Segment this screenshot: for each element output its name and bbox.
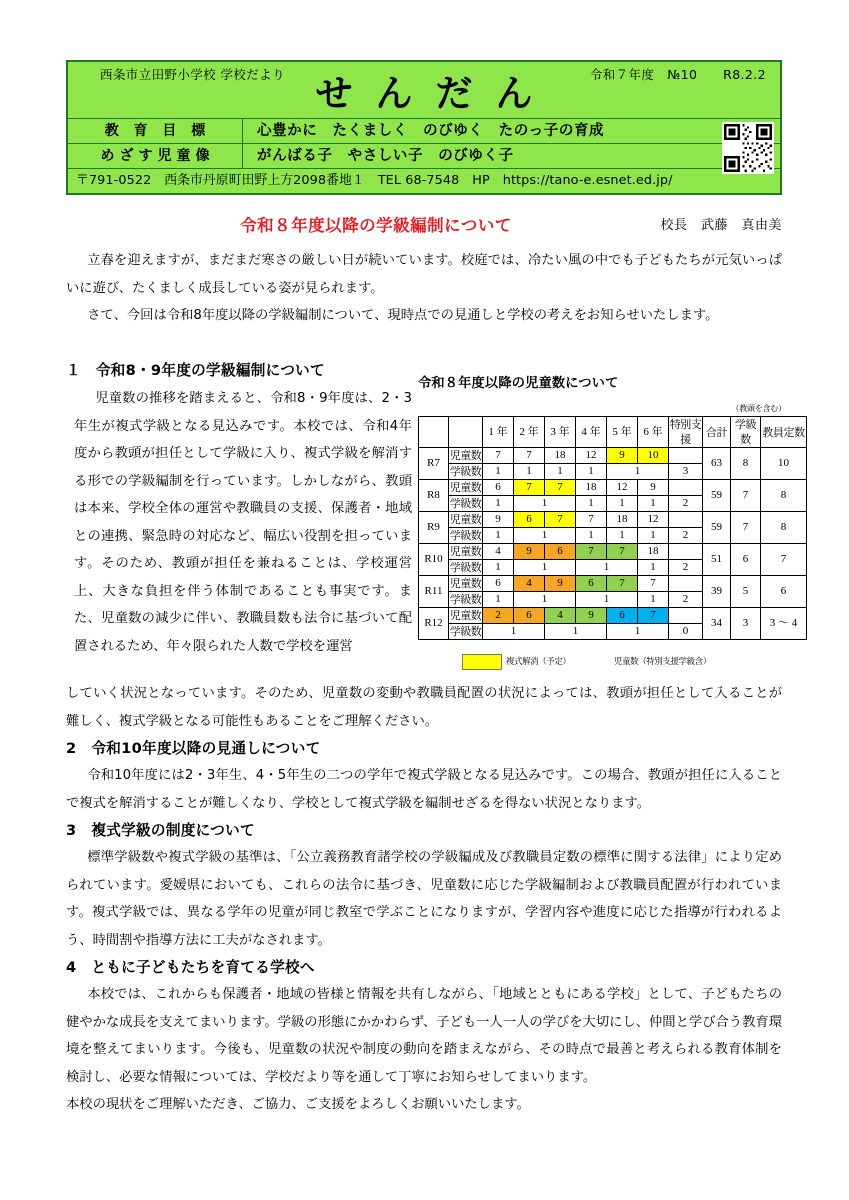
- table-row: [419, 512, 807, 528]
- cell-student-count: 6: [545, 544, 576, 560]
- header-year-blank: [419, 417, 449, 448]
- cell-class-group: 1: [576, 528, 607, 544]
- school-name: 西条市立田野小学校 学校だより: [100, 67, 285, 82]
- cell-special-support-classes: 2: [669, 560, 703, 576]
- table-row: [419, 608, 807, 624]
- row-label-classes: 学級数: [449, 625, 482, 638]
- row-year-label: R7: [419, 448, 449, 480]
- row-year-label: R12: [419, 608, 449, 640]
- cell-student-count: 6: [514, 608, 545, 624]
- cell-special-support-classes: 3: [669, 464, 703, 480]
- cell-special-support-students: [669, 480, 703, 496]
- cell-special-support-students: [669, 608, 703, 624]
- cell-special-support-classes: 0: [669, 624, 703, 640]
- masthead: [66, 60, 782, 195]
- cell-class-group: 1: [514, 496, 576, 512]
- section-4-body-2: 本校の現状をご理解いただき、ご協力、ご支援をよろしくお願いいたします。: [66, 1097, 530, 1112]
- body-remainder: [66, 680, 782, 1119]
- cell-class-group: 1: [483, 624, 545, 640]
- table-body: [419, 448, 807, 640]
- section-2-heading: 2 令和10年度以降の見通しについて: [66, 740, 321, 757]
- section-4-body: 本校では、これからも保護者・地域の皆様と情報を共有しながら、「地域とともにある学校」として、子どもたちの健やかな成長を支えてまいります。学級の形態にかかわらず、子ども一人一人の学びを大切にし、仲間と学び合う教育環境を整えてまいります。今後も、児童数の状況や制度の動向を踏まえながら、その時点で最善と考えられる教育体制を検討し、必要な情報については、学校だより等を通して丁寧にお知らせしてまいります。: [66, 987, 782, 1085]
- section-1-column-text: 児童数の推移を踏まえると、令和8・9年度は、2・3年生が複式学級となる見込みです。本校では、令和4年度から教頭が担任として学級に入り、複式学級を解消する形での学級編制を行っています。しかしながら、教頭は本来、学校全体の運営や教職員の支援、保護者・地域との連携、緊急時の対応など、幅広い役割を担っています。そのため、教頭が担任を兼ねることは、学校運営上、大きな負担を伴う体制であることも事実です。また、児童数の減少に伴い、教職員数も法令に基づいて配置されるため、年々限られた人数で学校を運営: [74, 391, 412, 654]
- intro-block: [66, 247, 782, 330]
- cell-student-count: 4: [514, 576, 545, 592]
- row-label-students: 児童数: [449, 545, 482, 558]
- cell-class-group: 1: [483, 464, 514, 480]
- cell-total: 59: [703, 480, 731, 512]
- figure-student-counts: [418, 372, 805, 674]
- school-address-line: 〒791-0522 西条市丹原町田野上方2098番地１ TEL 68-7548 HP https://tano-e.esnet.ed.jp/: [76, 173, 673, 188]
- cell-class-group: 1: [638, 528, 669, 544]
- target-student-value: がんばる子 やさしい子 のびゆく子: [257, 148, 514, 164]
- cell-student-count: 12: [576, 448, 607, 464]
- cell-teacher-quota: 6: [761, 576, 807, 608]
- cell-student-count: 7: [576, 512, 607, 528]
- figure-legend: [418, 654, 786, 674]
- row-label-students: 児童数: [449, 577, 482, 590]
- header-total: 合計: [703, 417, 731, 448]
- cell-student-count: 9: [638, 480, 669, 496]
- cell-student-count: 6: [607, 608, 638, 624]
- education-goal-row: [68, 119, 780, 144]
- cell-class-count: 8: [731, 448, 761, 480]
- table-row: [419, 544, 807, 560]
- cell-class-group: 1: [607, 464, 669, 480]
- cell-class-count: 6: [731, 544, 761, 576]
- cell-student-count: 7: [514, 448, 545, 464]
- cell-class-group: 1: [545, 624, 607, 640]
- cell-special-support-classes: 2: [669, 528, 703, 544]
- cell-class-group: 1: [638, 560, 669, 576]
- cell-teacher-quota: 7: [761, 544, 807, 576]
- cell-student-count: 7: [514, 480, 545, 496]
- section-1-full-text: していく状況となっています。そのため、児童数の変動や教職員配置の状況によっては、教頭が担任として入ることが難しく、複式学級となる可能性もあることをご理解ください。: [66, 686, 782, 729]
- row-label-classes: 学級数: [449, 561, 482, 574]
- row-year-label: R9: [419, 512, 449, 544]
- header-grade-5: 5 年: [607, 417, 638, 448]
- cell-special-support-students: [669, 512, 703, 528]
- section-3-heading: 3 複式学級の制度について: [66, 822, 255, 839]
- newsletter-title: せんだん: [315, 72, 556, 115]
- cell-student-count: 7: [638, 608, 669, 624]
- table-row: [419, 576, 807, 592]
- cell-class-group: 1: [638, 592, 669, 608]
- section-1-heading: １ 令和8・9年度の学級編制について: [66, 362, 325, 379]
- cell-class-group: 1: [483, 496, 514, 512]
- student-count-table: [418, 416, 807, 640]
- cell-total: 63: [703, 448, 731, 480]
- row-label-classes: 学級数: [449, 497, 482, 510]
- cell-student-count: 12: [607, 480, 638, 496]
- cell-student-count: 6: [483, 576, 514, 592]
- header-grade-1: 1 年: [483, 417, 514, 448]
- cell-student-count: 12: [638, 512, 669, 528]
- row-year-label: R11: [419, 576, 449, 608]
- cell-class-count: 5: [731, 576, 761, 608]
- row-label-students: 児童数: [449, 609, 482, 622]
- cell-student-count: 7: [607, 576, 638, 592]
- header-class-count: 学級数: [731, 417, 761, 448]
- cell-student-count: 18: [545, 448, 576, 464]
- cell-student-count: 6: [514, 512, 545, 528]
- cell-student-count: 6: [483, 480, 514, 496]
- cell-class-count: 7: [731, 512, 761, 544]
- cell-special-support-students: [669, 576, 703, 592]
- cell-class-group: 1: [607, 528, 638, 544]
- row-year-label: R8: [419, 480, 449, 512]
- intro-paragraph-1: 立春を迎えますが、まだまだ寒さの厳しい日が続いています。校庭では、冷たい風の中でも子どもたちが元気いっぱいに遊び、たくましく成長している姿が見られます。: [66, 253, 782, 296]
- row-label-students: 児童数: [449, 513, 482, 526]
- cell-class-group: 1: [545, 464, 576, 480]
- table-row: [419, 480, 807, 496]
- target-student-row: [68, 144, 780, 169]
- header-grade-6: 6 年: [638, 417, 669, 448]
- intro-paragraph-2: さて、今回は令和8年度以降の学級編制について、現時点での見通しと学校の考えをお知らせいたします。: [87, 308, 719, 323]
- cell-teacher-quota: 10: [761, 448, 807, 480]
- cell-special-support-classes: 2: [669, 496, 703, 512]
- cell-special-support-classes: 2: [669, 592, 703, 608]
- figure-caption: 令和８年度以降の児童数について: [418, 376, 619, 391]
- header-grade-3: 3 年: [545, 417, 576, 448]
- cell-teacher-quota: 8: [761, 480, 807, 512]
- cell-student-count: 4: [483, 544, 514, 560]
- cell-student-count: 9: [545, 576, 576, 592]
- cell-total: 59: [703, 512, 731, 544]
- cell-class-group: 1: [483, 560, 514, 576]
- cell-teacher-quota: 3 ～ 4: [761, 608, 807, 640]
- section-2-body: 令和10年度には2・3年生、4・5年生の二つの学年で複式学級となる見込みです。この場合、教頭が担任に入ることで複式を解消することが難しくなり、学校として複式学級を編制せざるを得ない状況となります。: [66, 768, 782, 811]
- target-student-label: めざす児童像: [68, 144, 243, 168]
- section-3-body: 標準学級数や複式学級の基準は、「公立義務教育諸学校の学級編成及び教職員定数の標準に関する法律」により定められています。愛媛県においても、これらの法令に基づき、児童数に応じた学級編制および教職員配置が行われています。複式学級では、異なる学年の児童が同じ教室で学ぶことになりますが、学習内容や進度に応じた指導が行われるよう、時間割や指導方法に工夫がなされます。: [66, 850, 782, 948]
- cell-student-count: 4: [545, 608, 576, 624]
- cell-total: 51: [703, 544, 731, 576]
- cell-class-group: 1: [607, 624, 669, 640]
- article-author: 校長 武藤 真由美: [660, 218, 782, 233]
- masthead-banner: [68, 62, 780, 119]
- cell-student-count: 2: [483, 608, 514, 624]
- cell-student-count: 18: [638, 544, 669, 560]
- education-goal-label: 教 育 目 標: [68, 119, 243, 143]
- education-goal-value: 心豊かに たくましく のびゆく たのっ子の育成: [257, 123, 605, 139]
- section-1-column-text-wrap: [74, 385, 412, 660]
- article-title: 令和８年度以降の学級編制について: [240, 216, 512, 235]
- cell-class-group: 1: [514, 560, 576, 576]
- cell-class-count: 3: [731, 608, 761, 640]
- cell-student-count: 7: [483, 448, 514, 464]
- cell-class-group: 1: [483, 528, 514, 544]
- article-header: [66, 212, 782, 234]
- legend-text-2: 児童数（特別支援学級含）: [614, 656, 711, 666]
- cell-class-group: 1: [514, 528, 576, 544]
- cell-class-group: 1: [576, 592, 638, 608]
- header-teacher-quota: 教員定数: [761, 417, 807, 448]
- cell-class-group: 1: [576, 464, 607, 480]
- cell-class-group: 1: [638, 496, 669, 512]
- cell-student-count: 7: [545, 480, 576, 496]
- row-label-students: 児童数: [449, 481, 482, 494]
- section-4-heading: 4 ともに子どもたちを育てる学校へ: [66, 959, 315, 976]
- cell-special-support-students: [669, 448, 703, 464]
- row-label-classes: 学級数: [449, 529, 482, 542]
- cell-class-group: 1: [514, 464, 545, 480]
- table-row: [419, 448, 807, 464]
- qr-code-icon[interactable]: [722, 122, 774, 174]
- cell-class-group: 1: [514, 592, 576, 608]
- cell-total: 34: [703, 608, 731, 640]
- cell-class-group: 1: [576, 496, 607, 512]
- table-header-row: [419, 417, 807, 448]
- figure-note: （教頭を含む）: [731, 404, 786, 413]
- legend-text-1: 複式解消（予定）: [506, 656, 571, 666]
- cell-student-count: 7: [576, 544, 607, 560]
- cell-student-count: 9: [576, 608, 607, 624]
- cell-total: 39: [703, 576, 731, 608]
- issue-info: 令和７年度 №10 R8.2.2: [589, 67, 766, 82]
- cell-class-group: 1: [576, 560, 638, 576]
- legend-swatch-yellow: [462, 654, 502, 670]
- cell-student-count: 18: [607, 512, 638, 528]
- cell-student-count: 9: [483, 512, 514, 528]
- row-label-classes: 学級数: [449, 593, 482, 606]
- cell-class-group: 1: [483, 592, 514, 608]
- cell-student-count: 7: [545, 512, 576, 528]
- header-special-support: 特別支援: [669, 418, 702, 446]
- cell-student-count: 9: [607, 448, 638, 464]
- cell-student-count: 7: [638, 576, 669, 592]
- row-year-label: R10: [419, 544, 449, 576]
- header-grade-4: 4 年: [576, 417, 607, 448]
- cell-student-count: 6: [576, 576, 607, 592]
- cell-student-count: 9: [514, 544, 545, 560]
- cell-student-count: 10: [638, 448, 669, 464]
- cell-class-count: 7: [731, 480, 761, 512]
- row-label-students: 児童数: [449, 449, 482, 462]
- cell-student-count: 18: [576, 480, 607, 496]
- cell-special-support-students: [669, 544, 703, 560]
- cell-student-count: 7: [607, 544, 638, 560]
- row-label-classes: 学級数: [449, 465, 482, 478]
- header-grade-2: 2 年: [514, 417, 545, 448]
- header-type-blank: [449, 417, 483, 448]
- cell-teacher-quota: 8: [761, 512, 807, 544]
- cell-class-group: 1: [607, 496, 638, 512]
